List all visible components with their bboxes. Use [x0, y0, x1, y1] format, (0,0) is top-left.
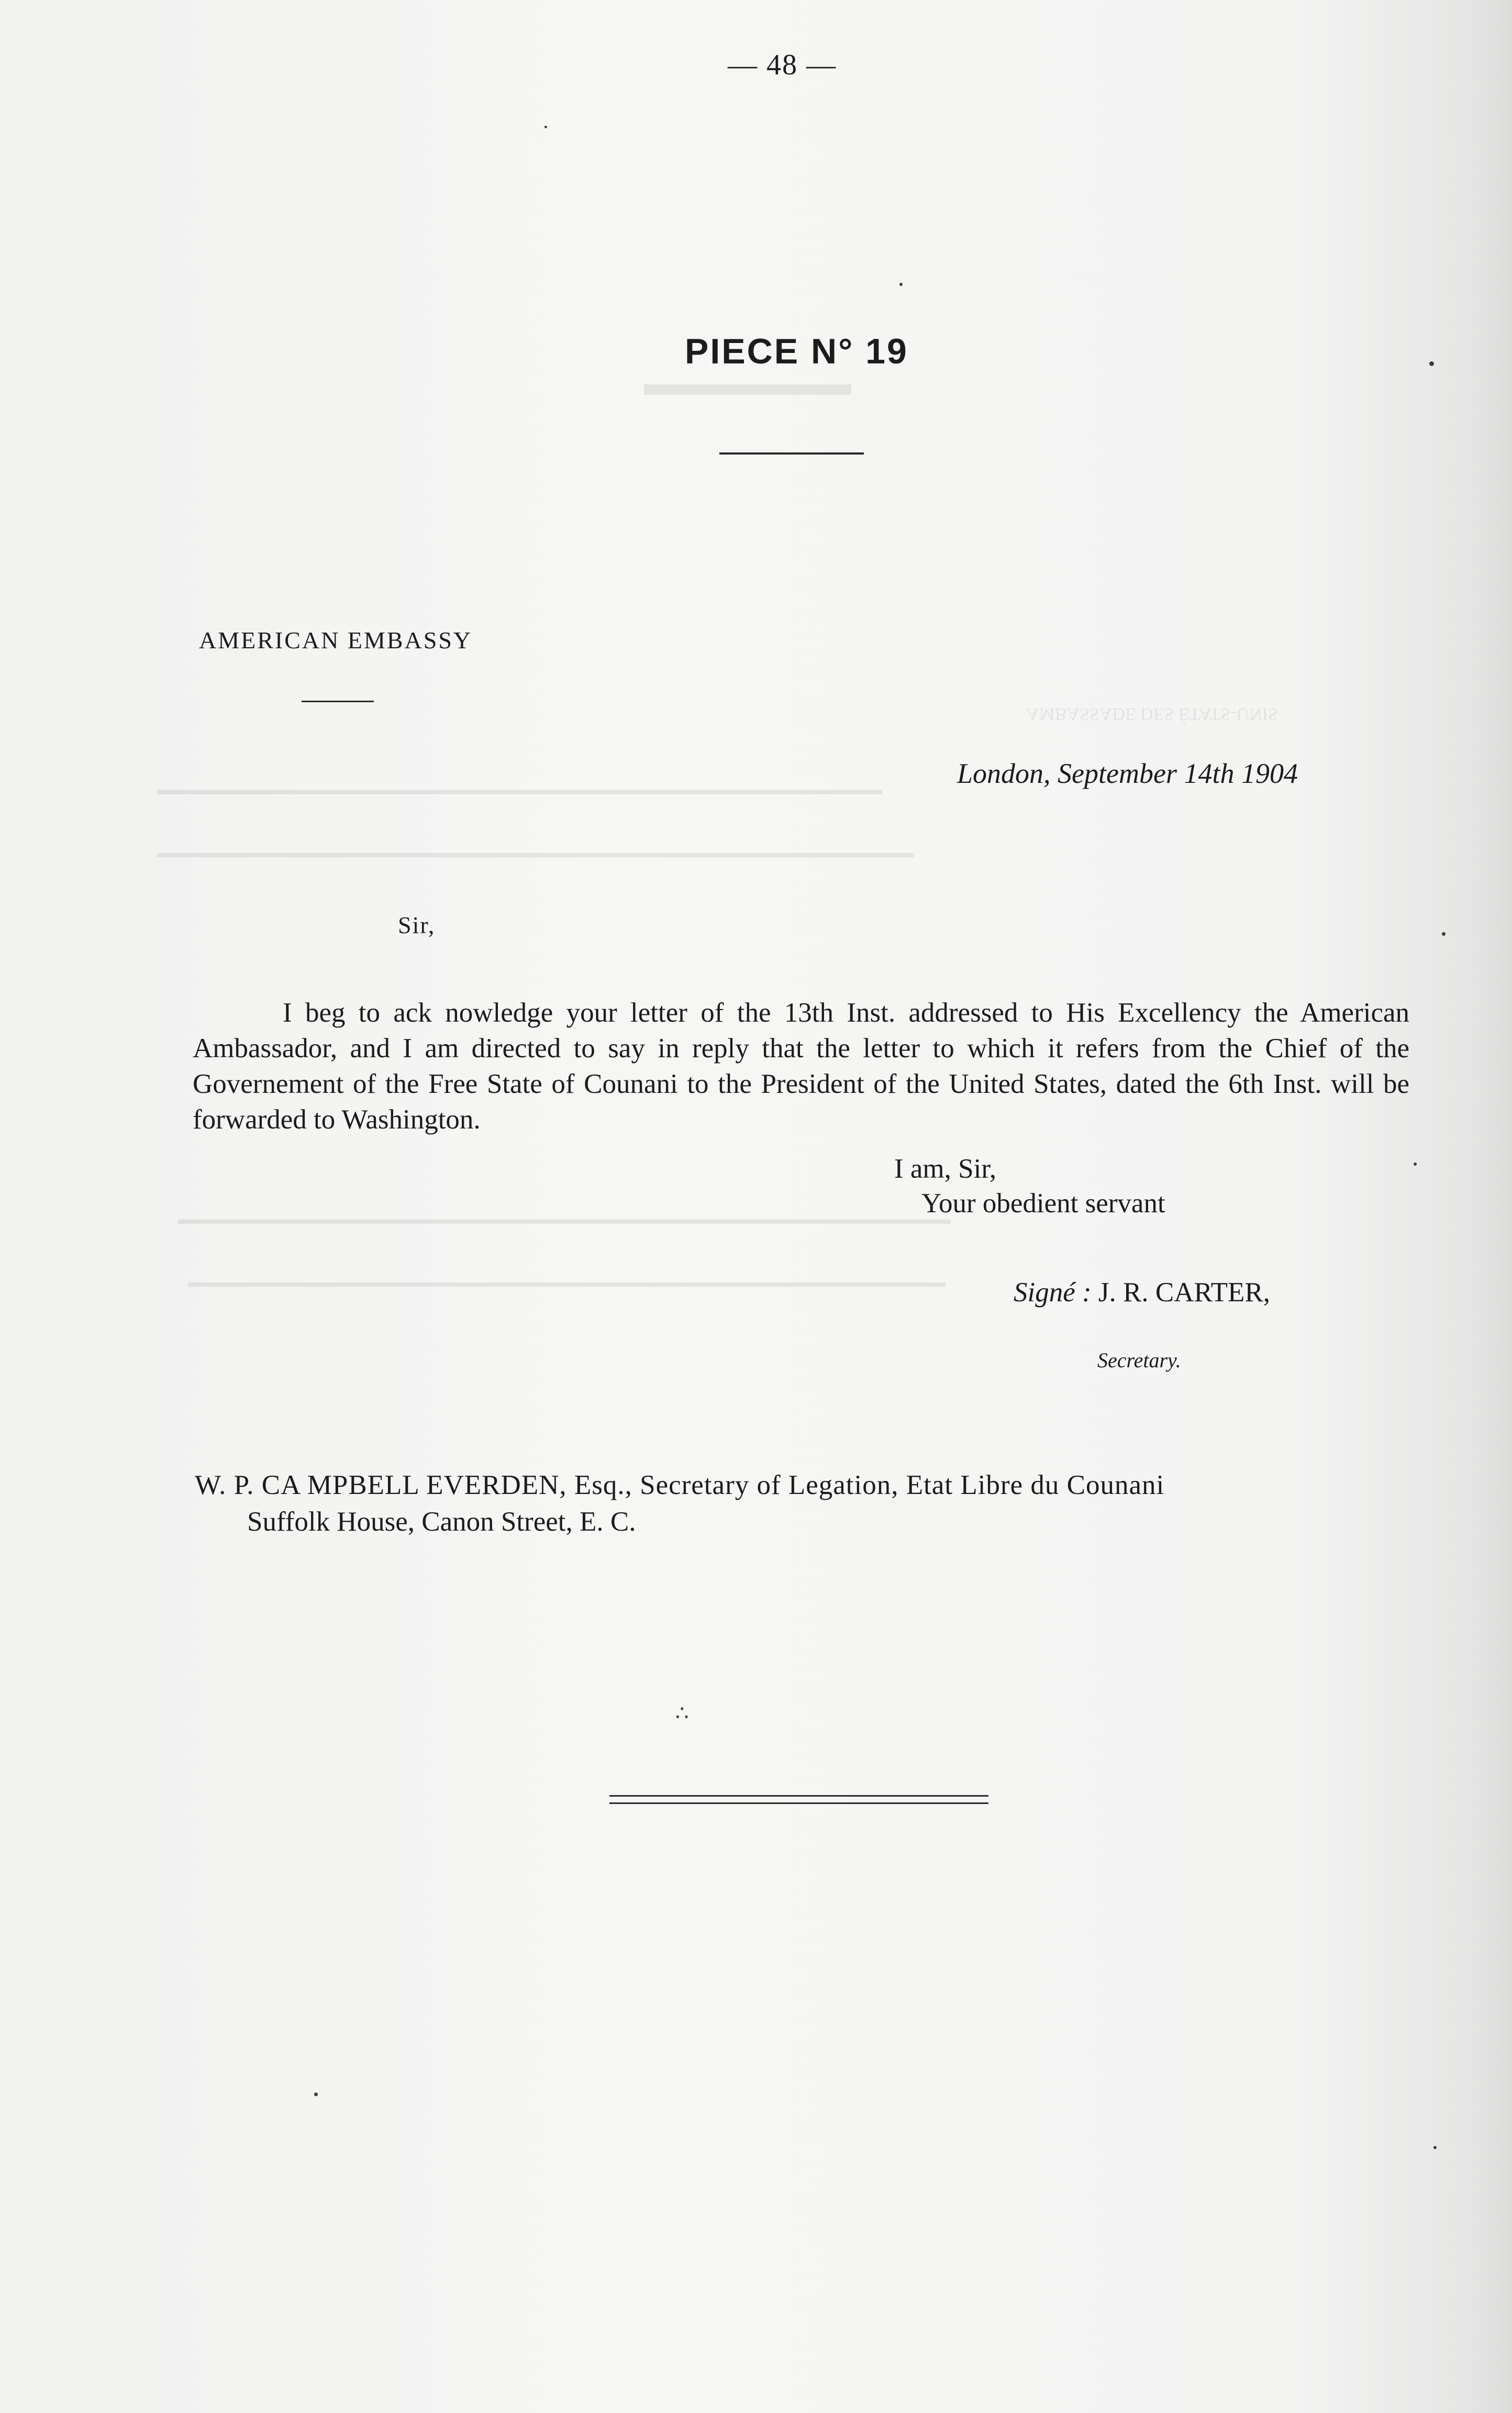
title-rule: [719, 452, 864, 455]
address-line-2: Suffolk House, Canon Street, E. C.: [247, 1507, 636, 1537]
show-through-block: ━━━━━━━━━━━━━━━━━━━━━━━━━━━━━━━━━━━━━━━━━━━━━━━━━: [178, 1207, 951, 1236]
closing-double-rule-bottom: [609, 1802, 988, 1804]
letter-body: I beg to ack nowledge your letter of the 13th Inst. addressed to His Excellency the American Ambassador, and I am directed to say in reply that the letter to which it refers from the Chief of the Governement of the Free State of Counani to the President of the United States, dated the 6th Inst. will be forwarded to Washington.: [193, 998, 1409, 1135]
scan-speck: [314, 2093, 318, 2096]
scan-speck: [1429, 361, 1434, 366]
closing-line-2: Your obedient servant: [921, 1188, 1165, 1219]
scan-speck: [899, 283, 903, 286]
show-through-block: AMBASSADE DES ÉTATS-UNIS: [1026, 704, 1278, 724]
address-line-1: W. P. CA MPBELL EVERDEN, Esq., Secretary of Legation, Etat Libre du Counani: [195, 1470, 1165, 1500]
show-through-block: ━━━━━━━━━━━━━━━━━━━━━━━━━━━━━━━━━━━━━━━━━━━━━━━━: [157, 840, 914, 870]
signature: [1014, 1277, 1270, 1308]
page-number: — 48 —: [728, 49, 837, 81]
show-through-block: ▬▬▬▬▬▬: [644, 364, 851, 403]
piece-title: PIECE N° 19: [685, 331, 908, 371]
sender-rule: [302, 701, 374, 702]
closing-line-1: I am, Sir,: [894, 1154, 997, 1184]
dateline: London, September 14th 1904: [957, 758, 1298, 789]
scan-speck: [1414, 1163, 1417, 1166]
signature-title: Secretary.: [1097, 1348, 1181, 1372]
scan-speck: [1442, 932, 1446, 936]
signature-name: J. R. CARTER,: [1098, 1277, 1271, 1308]
show-through-block: ━━━━━━━━━━━━━━━━━━━━━━━━━━━━━━━━━━━━━━━━━━━━━━━━: [188, 1270, 945, 1299]
show-through-block: ━━━━━━━━━━━━━━━━━━━━━━━━━━━━━━━━━━━━━━━━━━━━━━: [157, 778, 882, 807]
scan-speck: [1433, 2146, 1437, 2149]
signature-prefix: Signé :: [1014, 1277, 1092, 1308]
closing-double-rule-top: [609, 1795, 988, 1797]
sender-heading: AMERICAN EMBASSY: [199, 627, 473, 654]
ornament-mark: ∴: [675, 1701, 689, 1725]
scan-speck: [544, 126, 547, 128]
salutation: Sir,: [398, 912, 436, 938]
